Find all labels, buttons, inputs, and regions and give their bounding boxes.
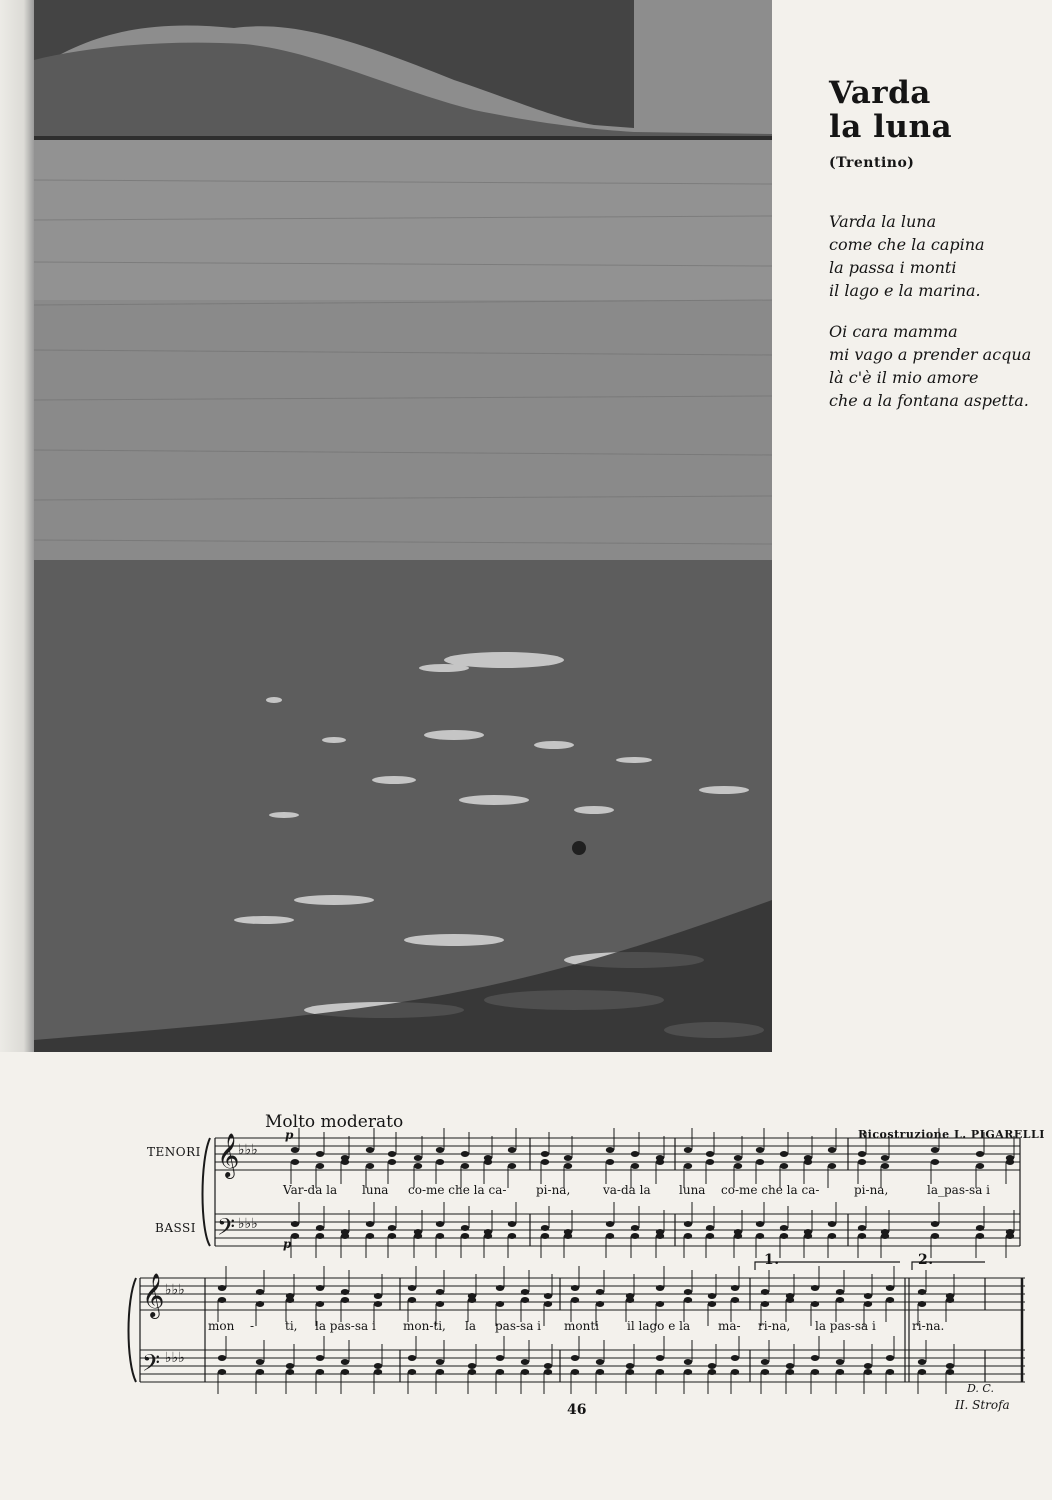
note-head	[976, 1151, 984, 1157]
note-head	[931, 1147, 939, 1153]
arrangement-credit: Ricostruzione L. PIGARELLI	[858, 1128, 1045, 1141]
note-head	[388, 1225, 396, 1231]
bass-clef-icon: 𝄢	[217, 1213, 236, 1246]
note-head	[286, 1297, 294, 1303]
note-head	[564, 1233, 572, 1239]
note-head	[508, 1233, 516, 1239]
note-head	[374, 1363, 382, 1369]
note-head	[931, 1233, 939, 1239]
note-head	[918, 1289, 926, 1295]
volta-2: 2.	[918, 1252, 934, 1268]
note-head	[374, 1369, 382, 1375]
lyric-syllable: Var-da la	[283, 1183, 338, 1197]
note-head	[374, 1293, 382, 1299]
note-head	[508, 1221, 516, 1227]
note-head	[918, 1359, 926, 1365]
note-head	[828, 1233, 836, 1239]
note-head	[631, 1163, 639, 1169]
note-head	[811, 1355, 819, 1361]
note-head	[496, 1285, 504, 1291]
note-head	[414, 1163, 422, 1169]
voice-label-bassi: BASSI	[155, 1221, 196, 1235]
note-head	[291, 1233, 299, 1239]
flat-icon: ♭♭♭	[238, 1216, 258, 1232]
volta-1: 1.	[764, 1252, 780, 1268]
note-head	[731, 1355, 739, 1361]
note-head	[734, 1163, 742, 1169]
note-head	[521, 1289, 529, 1295]
note-head	[731, 1297, 739, 1303]
flat-icon: ♭♭♭	[165, 1350, 185, 1366]
lyric-syllable: pi-na,	[854, 1183, 889, 1197]
note-head	[631, 1225, 639, 1231]
note-head	[316, 1369, 324, 1375]
lake-photograph	[34, 0, 772, 1052]
note-head	[780, 1151, 788, 1157]
note-head	[496, 1369, 504, 1375]
note-head	[256, 1301, 264, 1307]
verse-line: mi vago a prender acqua	[829, 345, 1032, 364]
note-head	[544, 1363, 552, 1369]
note-head	[291, 1147, 299, 1153]
note-head	[828, 1147, 836, 1153]
note-head	[291, 1159, 299, 1165]
note-head	[316, 1355, 324, 1361]
note-head	[218, 1369, 226, 1375]
note-head	[366, 1147, 374, 1153]
dynamic-piano: p	[283, 1237, 292, 1251]
note-head	[684, 1359, 692, 1365]
page-left-edge	[0, 0, 34, 1052]
note-head	[626, 1297, 634, 1303]
note-head	[564, 1163, 572, 1169]
tempo-marking: Molto moderato	[265, 1112, 404, 1132]
note-head	[408, 1369, 416, 1375]
note-head	[656, 1369, 664, 1375]
note-head	[388, 1159, 396, 1165]
note-head	[656, 1285, 664, 1291]
note-head	[976, 1225, 984, 1231]
note-head	[946, 1369, 954, 1375]
note-head	[886, 1369, 894, 1375]
note-head	[436, 1147, 444, 1153]
note-head	[496, 1301, 504, 1307]
treble-clef-icon: 𝄞	[217, 1133, 240, 1177]
note-head	[708, 1301, 716, 1307]
note-head	[366, 1221, 374, 1227]
note-head	[858, 1225, 866, 1231]
note-head	[388, 1151, 396, 1157]
bass-clef-icon: 𝄢	[142, 1349, 161, 1382]
note-head	[976, 1233, 984, 1239]
note-head	[881, 1163, 889, 1169]
note-head	[286, 1369, 294, 1375]
note-head	[436, 1233, 444, 1239]
note-head	[864, 1293, 872, 1299]
lyric-syllable: monti	[564, 1319, 599, 1333]
note-head	[811, 1285, 819, 1291]
note-head	[918, 1301, 926, 1307]
note-head	[731, 1285, 739, 1291]
note-head	[388, 1233, 396, 1239]
note-head	[341, 1233, 349, 1239]
verse-line: il lago e la marina.	[829, 281, 981, 300]
note-head	[828, 1163, 836, 1169]
note-head	[341, 1289, 349, 1295]
note-head	[708, 1363, 716, 1369]
note-head	[571, 1297, 579, 1303]
note-head	[1006, 1159, 1014, 1165]
flat-icon: ♭♭♭	[165, 1282, 185, 1298]
note-head	[656, 1355, 664, 1361]
note-head	[468, 1369, 476, 1375]
note-head	[761, 1369, 769, 1375]
treble-clef-icon: 𝄞	[142, 1273, 165, 1317]
note-head	[341, 1369, 349, 1375]
verse-line: come che la capina	[829, 235, 985, 254]
note-head	[408, 1297, 416, 1303]
note-head	[780, 1225, 788, 1231]
note-head	[256, 1369, 264, 1375]
note-head	[374, 1301, 382, 1307]
note-head	[931, 1159, 939, 1165]
note-head	[571, 1285, 579, 1291]
lyric-syllable: ti,	[285, 1319, 298, 1333]
note-head	[521, 1297, 529, 1303]
note-head	[468, 1297, 476, 1303]
note-head	[436, 1289, 444, 1295]
note-head	[786, 1369, 794, 1375]
note-head	[436, 1301, 444, 1307]
note-head	[761, 1289, 769, 1295]
note-head	[656, 1233, 664, 1239]
lyric-syllable: co-me che la ca-	[721, 1183, 820, 1197]
system2-treble-staff	[140, 1278, 1025, 1310]
note-head	[544, 1369, 552, 1375]
note-head	[316, 1163, 324, 1169]
system1-treble-staff	[215, 1138, 1020, 1170]
note-head	[706, 1159, 714, 1165]
note-head	[541, 1151, 549, 1157]
lyric-syllable: il lago e la	[627, 1319, 691, 1333]
note-head	[684, 1297, 692, 1303]
note-head	[706, 1225, 714, 1231]
note-head	[881, 1233, 889, 1239]
note-head	[541, 1225, 549, 1231]
note-head	[436, 1359, 444, 1365]
note-head	[631, 1233, 639, 1239]
verse-line: là c'è il mio amore	[829, 368, 979, 387]
note-head	[684, 1221, 692, 1227]
note-head	[946, 1297, 954, 1303]
note-head	[706, 1233, 714, 1239]
note-head	[631, 1151, 639, 1157]
note-head	[256, 1359, 264, 1365]
page-number: 46	[567, 1402, 587, 1418]
note-head	[218, 1285, 226, 1291]
note-head	[544, 1293, 552, 1299]
note-head	[606, 1147, 614, 1153]
note-head	[858, 1159, 866, 1165]
note-head	[804, 1233, 812, 1239]
note-head	[918, 1369, 926, 1375]
note-head	[256, 1289, 264, 1295]
note-head	[564, 1155, 572, 1161]
verse-stanza-1	[829, 210, 1049, 302]
note-head	[786, 1363, 794, 1369]
note-head	[408, 1285, 416, 1291]
note-head	[828, 1221, 836, 1227]
lyric-syllable: pi-na,	[536, 1183, 571, 1197]
next-stanza-label: II. Strofa	[955, 1398, 1010, 1412]
note-head	[836, 1297, 844, 1303]
lyric-syllable: ma-	[718, 1319, 741, 1333]
note-head	[316, 1233, 324, 1239]
note-head	[496, 1355, 504, 1361]
lyric-syllable: pas-sa i	[495, 1319, 542, 1333]
note-head	[656, 1159, 664, 1165]
note-head	[858, 1151, 866, 1157]
note-head	[461, 1151, 469, 1157]
note-head	[756, 1233, 764, 1239]
note-head	[836, 1359, 844, 1365]
note-head	[684, 1289, 692, 1295]
note-head	[780, 1233, 788, 1239]
note-head	[976, 1163, 984, 1169]
note-head	[626, 1363, 634, 1369]
verse-line: la passa i monti	[829, 258, 957, 277]
note-head	[756, 1221, 764, 1227]
lyric-syllable: co-me che la ca-	[408, 1183, 507, 1197]
verse-line: Oi cara mamma	[829, 322, 958, 341]
dynamic-piano: p	[285, 1128, 294, 1142]
note-head	[541, 1233, 549, 1239]
note-head	[521, 1359, 529, 1365]
note-head	[316, 1225, 324, 1231]
note-head	[708, 1369, 716, 1375]
lyric-syllable: ri-na.	[912, 1319, 945, 1333]
note-head	[626, 1369, 634, 1375]
lyric-syllable: ri-na,	[758, 1319, 791, 1333]
note-head	[461, 1225, 469, 1231]
note-head	[286, 1363, 294, 1369]
flat-icon: ♭♭♭	[238, 1142, 258, 1158]
lyric-syllable: mon-ti,	[403, 1319, 446, 1333]
note-head	[836, 1369, 844, 1375]
note-head	[461, 1163, 469, 1169]
note-head	[706, 1151, 714, 1157]
note-head	[484, 1159, 492, 1165]
note-head	[811, 1369, 819, 1375]
note-head	[756, 1147, 764, 1153]
voice-label-tenori: TENORI	[147, 1145, 201, 1159]
note-head	[408, 1355, 416, 1361]
note-head	[656, 1301, 664, 1307]
note-head	[804, 1159, 812, 1165]
note-head	[508, 1147, 516, 1153]
note-head	[684, 1147, 692, 1153]
lyric-syllable: luna	[679, 1183, 706, 1197]
note-head	[864, 1301, 872, 1307]
note-head	[366, 1163, 374, 1169]
note-head	[414, 1233, 422, 1239]
da-capo: D. C.	[967, 1382, 994, 1395]
note-head	[541, 1159, 549, 1165]
note-head	[596, 1359, 604, 1365]
lyric-syllable: la	[465, 1319, 476, 1333]
note-head	[886, 1285, 894, 1291]
note-head	[596, 1301, 604, 1307]
note-head	[836, 1289, 844, 1295]
song-title-line2: la luna	[829, 109, 953, 145]
lyric-syllable: mon	[208, 1319, 235, 1333]
note-head	[881, 1155, 889, 1161]
note-head	[341, 1359, 349, 1365]
note-head	[571, 1355, 579, 1361]
note-head	[886, 1355, 894, 1361]
note-head	[734, 1155, 742, 1161]
note-head	[341, 1297, 349, 1303]
note-head	[780, 1163, 788, 1169]
note-head	[521, 1369, 529, 1375]
note-head	[414, 1155, 422, 1161]
sheet-music	[0, 1100, 1052, 1400]
song-region: (Trentino)	[829, 155, 915, 171]
note-head	[731, 1369, 739, 1375]
lyric-syllable: -	[250, 1319, 255, 1333]
note-head	[761, 1301, 769, 1307]
verse-line: Varda la luna	[829, 212, 937, 231]
note-head	[708, 1293, 716, 1299]
song-title-line1: Varda	[829, 75, 931, 111]
note-head	[341, 1159, 349, 1165]
note-head	[761, 1359, 769, 1365]
note-head	[316, 1151, 324, 1157]
note-head	[508, 1163, 516, 1169]
note-head	[946, 1363, 954, 1369]
note-head	[316, 1285, 324, 1291]
note-head	[436, 1369, 444, 1375]
note-head	[734, 1233, 742, 1239]
note-head	[606, 1233, 614, 1239]
note-head	[606, 1159, 614, 1165]
verse-line: che a la fontana aspetta.	[829, 391, 1029, 410]
note-head	[366, 1233, 374, 1239]
note-head	[684, 1233, 692, 1239]
note-head	[858, 1233, 866, 1239]
note-head	[436, 1159, 444, 1165]
note-head	[436, 1221, 444, 1227]
note-head	[864, 1363, 872, 1369]
note-head	[571, 1369, 579, 1375]
note-head	[886, 1297, 894, 1303]
note-head	[786, 1297, 794, 1303]
lyric-syllable: la_pas-sa i	[927, 1183, 991, 1197]
note-head	[484, 1233, 492, 1239]
lyric-syllable: la pas-sa i	[815, 1319, 876, 1333]
note-head	[468, 1363, 476, 1369]
note-head	[931, 1221, 939, 1227]
note-head	[596, 1289, 604, 1295]
note-head	[756, 1159, 764, 1165]
verse-stanza-2	[829, 320, 1049, 412]
note-head	[316, 1301, 324, 1307]
note-head	[544, 1301, 552, 1307]
lyric-syllable: luna	[362, 1183, 389, 1197]
note-head	[218, 1355, 226, 1361]
note-head	[291, 1221, 299, 1227]
note-head	[684, 1369, 692, 1375]
note-head	[811, 1301, 819, 1307]
note-head	[684, 1163, 692, 1169]
note-head	[596, 1369, 604, 1375]
note-head	[218, 1297, 226, 1303]
note-head	[606, 1221, 614, 1227]
note-head	[864, 1369, 872, 1375]
lyric-syllable: la pas-sa i	[315, 1319, 376, 1333]
song-title	[829, 76, 1029, 144]
lyric-syllable: va-da la	[603, 1183, 651, 1197]
note-head	[461, 1233, 469, 1239]
system1-bass-staff	[215, 1214, 1020, 1246]
system2-bass-staff	[140, 1350, 1025, 1382]
note-head	[1006, 1233, 1014, 1239]
